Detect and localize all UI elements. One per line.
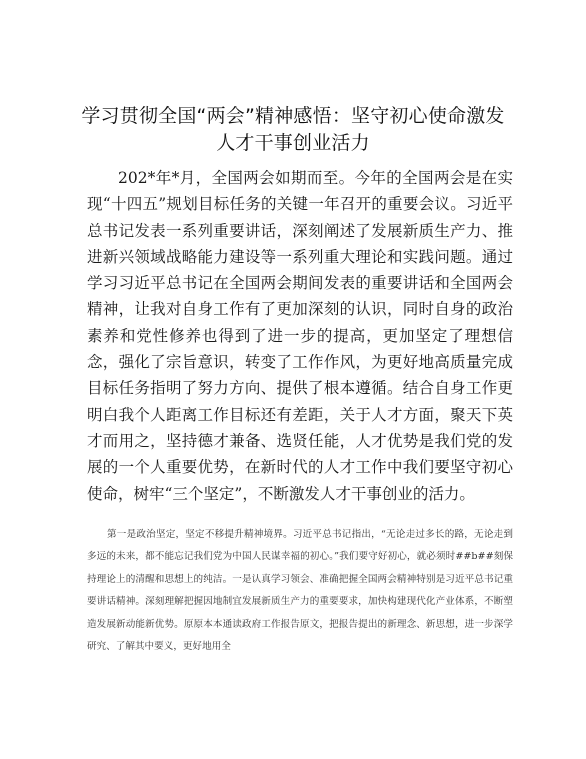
document-title: 学习贯彻全国“两会”精神感悟：坚守初心使命激发人才干事创业活力 xyxy=(81,105,505,154)
body-paragraph: 第一是政治坚定，坚定不移提升精神境界。习近平总书记指出，“无论走过多长的路，无论走到多远的未来，都不能忘记我们党为中国人民谋幸福的初心。”我们要守好初心，就必须时##b##刻保持理论上的清醒和思想上的纯洁。一是认真学习领会、准确把握全国两会精神特别是习近平总书记重要讲话精神。深刻理解把握因地制宜发展新质生产力的重要要求，加快构建现代化产业体系，不断塑造发展新动能新优势。原原本本通读政府工作报告原文，把报告提出的新理念、新思想，进一步深学研究、了解其中要义，更好地用全 xyxy=(87,529,513,653)
lead-paragraph: 202*年*月，全国两会如期而至。今年的全国两会是在实现“十四五”规划目标任务的关键一年召开的重要会议。习近平总书记发表一系列重要讲话，深刻阐述了发展新质生产力、推进新兴领域战略能力建设等一系列重大理论和实践问题。通过学习习近平总书记在全国两会期间发表的重要讲话和全国两会精神，让我对自身工作有了更加深刻的认识，同时自身的政治素养和党性修养也得到了进一步的提高，更加坚定了理想信念，强化了宗旨意识，转变了工作作风，为更好地高质量完成目标任务指明了努力方向、提供了根本遵循。结合自身工作更明白我个人距离工作目标还有差距，关于人才方面，聚天下英才而用之，坚持德才兼备、选贤任能，人才优势是我们党的发展的一个人重要优势，在新时代的人才工作中我们要坚守初心使命，树牢“三个坚定”，不断激发人才干事创业的活力。 xyxy=(87,169,513,503)
